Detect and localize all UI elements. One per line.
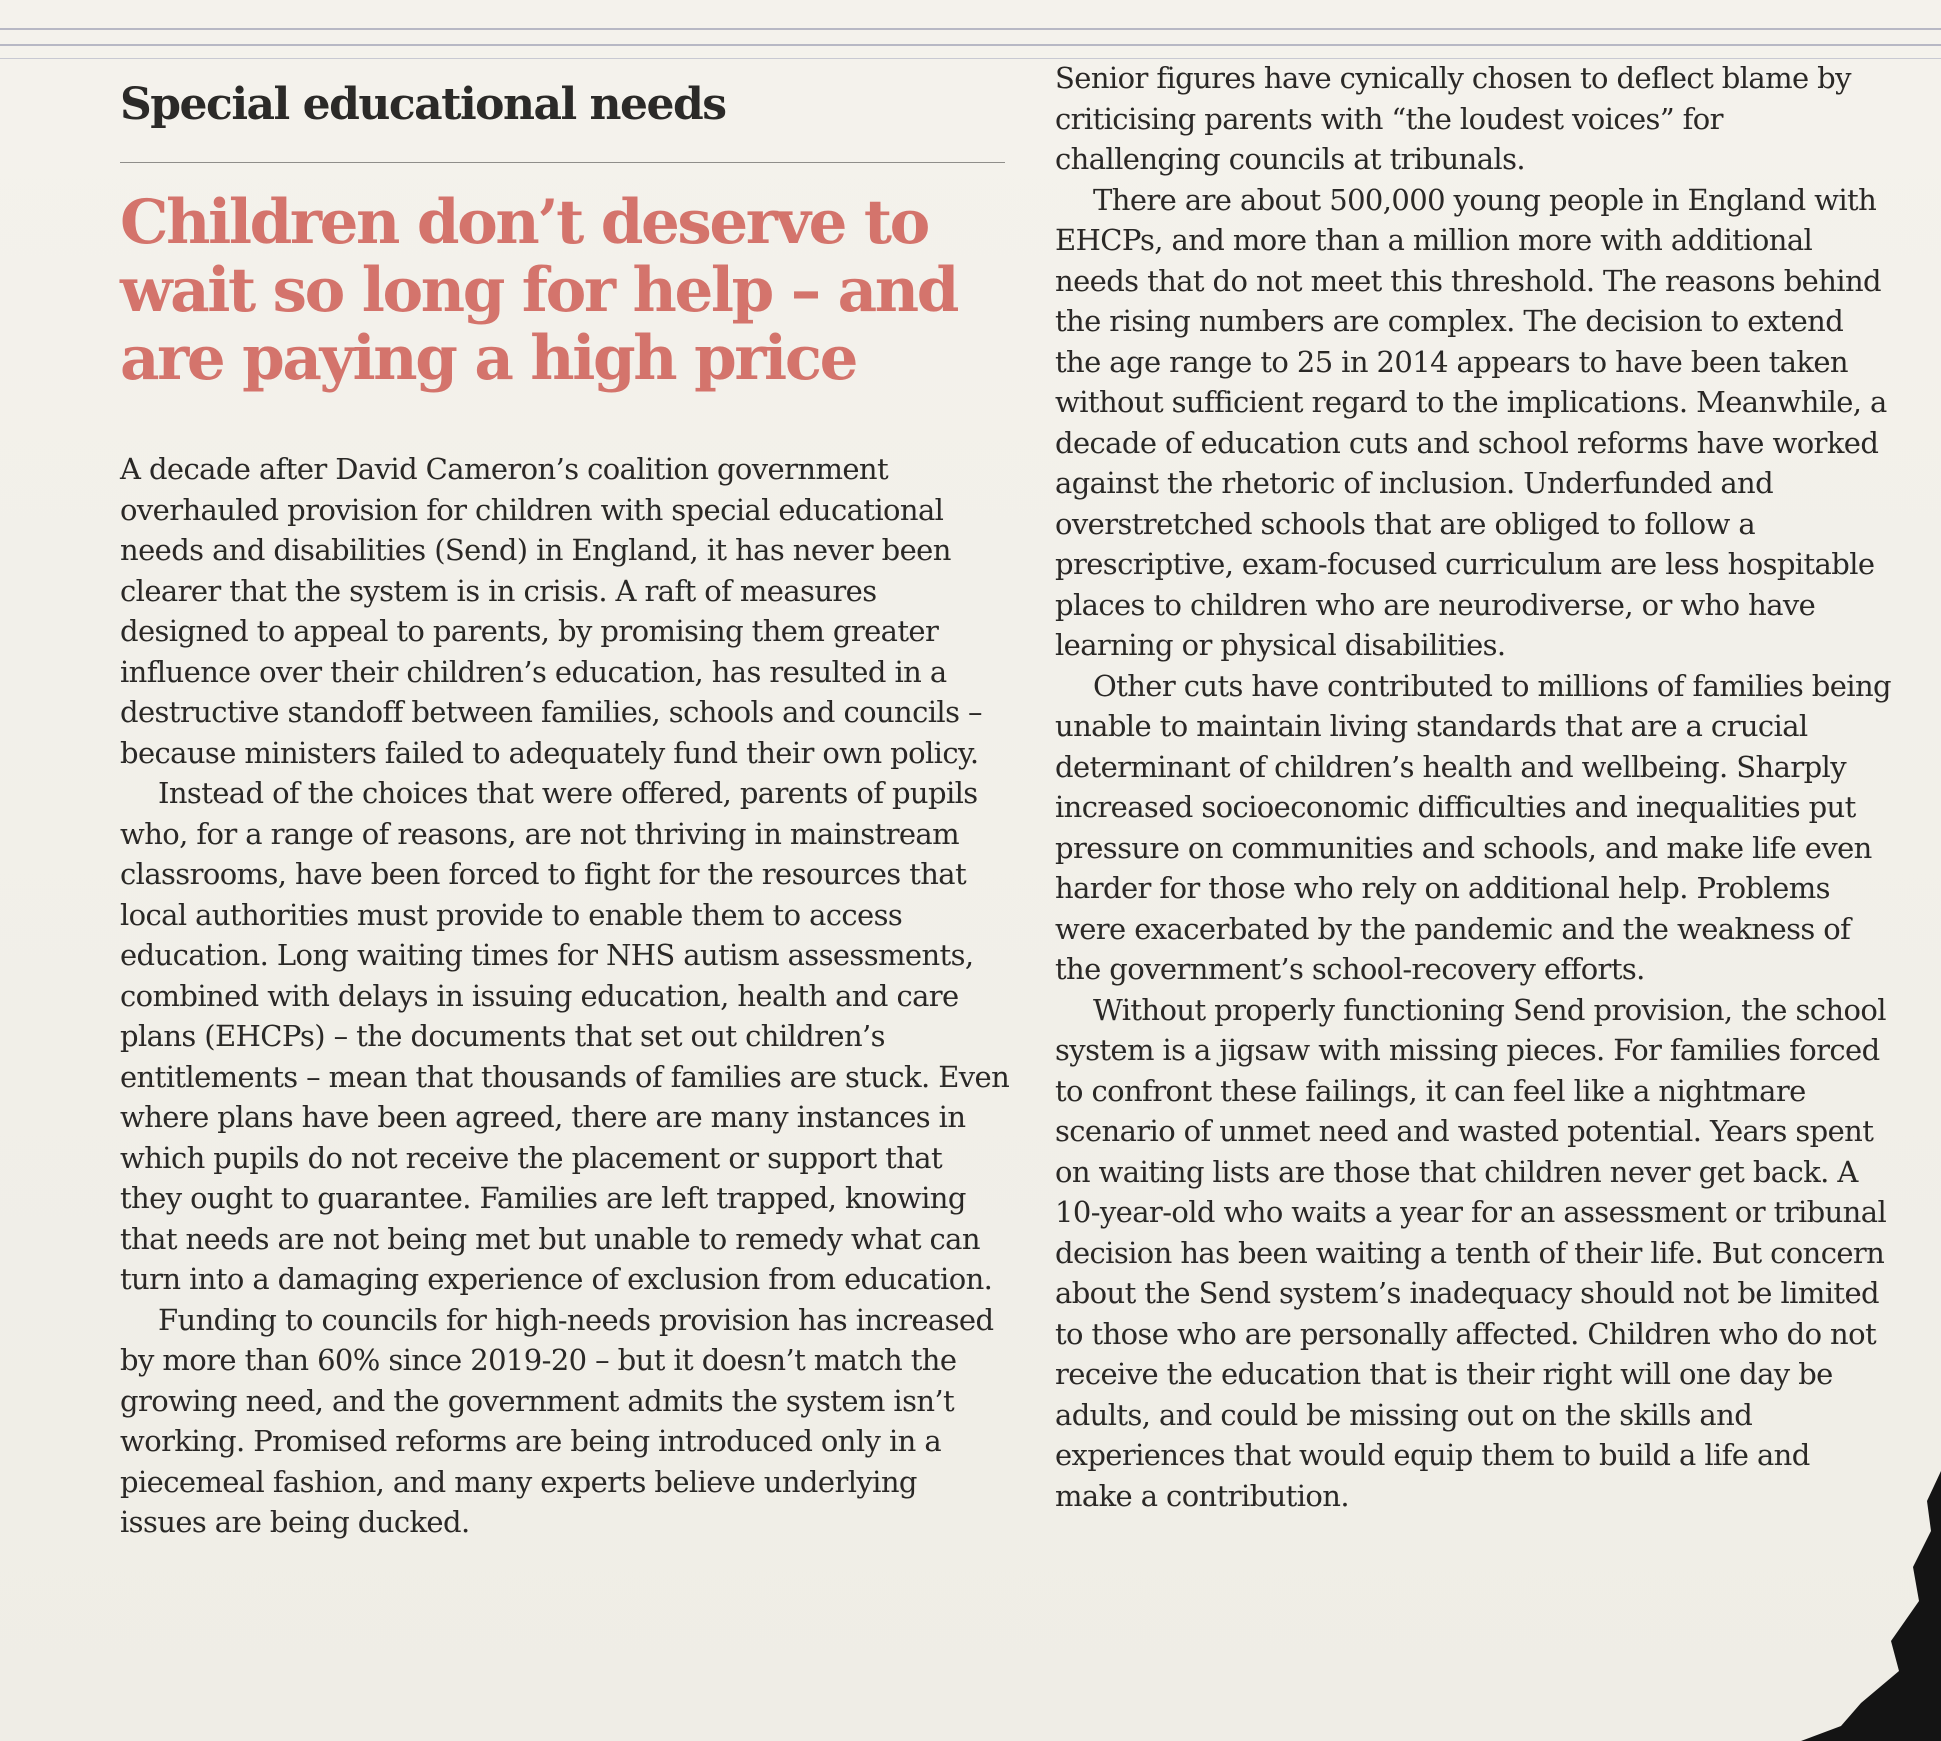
top-border-rule bbox=[0, 44, 1941, 46]
left-column bbox=[120, 64, 1010, 1543]
torn-corner bbox=[1781, 1471, 1941, 1741]
section-divider bbox=[120, 162, 1005, 163]
paragraph: There are about 500,000 young people in England with EHCPs, and more than a million more with additional needs that do not meet this threshold. The reasons behind the rising numbers are complex. The decision to extend the age range to 25 in 2014 appears to have been taken without sufficient regard to the implications. Meanwhile, a decade of education cuts and school reforms have worked against the rhetoric of inclusion. Underfunded and overstretched schools that are obliged to follow a prescriptive, exam-focused curriculum are less hospitable places to children who are neurodiverse, or who have learning or physical disabilities. bbox=[1055, 182, 1887, 662]
paragraph: Other cuts have contributed to millions of families being unable to maintain living standards that are a crucial determinant of children’s health and wellbeing. Sharply increased socioeconomic difficulties and inequalities put pressure on communities and schools, and make life even harder for those who rely on additional help. Problems were exacerbated by the pandemic and the weakness of the government’s school-recovery efforts. bbox=[1055, 668, 1891, 986]
paragraph: Senior figures have cynically chosen to deflect blame by criticising parents with “the loudest voices” for challenging councils at tribunals. bbox=[1055, 61, 1851, 176]
headline: Children don’t deserve to wait so long for help – and are paying a high price bbox=[120, 187, 957, 394]
paragraph: Instead of the choices that were offered, parents of pupils who, for a range of reasons, are not thriving in mainstream classrooms, have been forced to fight for the resources that local authorities must provide to enable them to access education. Long waiting times for NHS autism assessments, combined with delays in issuing education, health and care plans (EHCPs) – the documents that set out children’s entitlements – mean that thousands of families are stuck. Even where plans have been agreed, there are many instances in which pupils do not receive the placement or support that they ought to guarantee. Families are left trapped, knowing that needs are not being met but unable to remedy what can turn into a damaging experience of exclusion from education. bbox=[120, 776, 1010, 1296]
paragraph: A decade after David Cameron’s coalition government overhauled provision for children with special educational needs and disabilities (Send) in England, it has never been clearer that the system is in crisis. A raft of measures designed to appeal to parents, by promising them greater influence over their children’s education, has resulted in a destructive standoff between families, schools and councils – because ministers failed to adequately fund their own policy. bbox=[120, 452, 982, 770]
paragraph: Funding to councils for high-needs provision has increased by more than 60% since 2019-20 – but it doesn’t match the growing need, and the government admits the system isn’t working. Promised reforms are being introduced only in a piecemeal fashion, and many experts believe underlying issues are being ducked. bbox=[120, 1302, 994, 1539]
right-column bbox=[1055, 58, 1895, 1516]
left-column-body bbox=[120, 449, 1010, 1543]
right-column-body bbox=[1055, 58, 1895, 1516]
section-label: Special educational needs bbox=[120, 79, 726, 130]
paragraph: Without properly functioning Send provision, the school system is a jigsaw with missing pieces. For families forced to confront these failings, it can feel like a nightmare scenario of unmet need and wasted potential. Years spent on waiting lists are those that children never get back. A 10-year-old who waits a year for an assessment or tribunal decision has been waiting a tenth of their life. But concern about the Send system’s inadequacy should not be limited to those who are personally affected. Children who do not receive the education that is their right will one day be adults, and could be missing out on the skills and experiences that would equip them to build a life and make a contribution. bbox=[1055, 992, 1887, 1513]
top-border-rule bbox=[0, 28, 1941, 30]
